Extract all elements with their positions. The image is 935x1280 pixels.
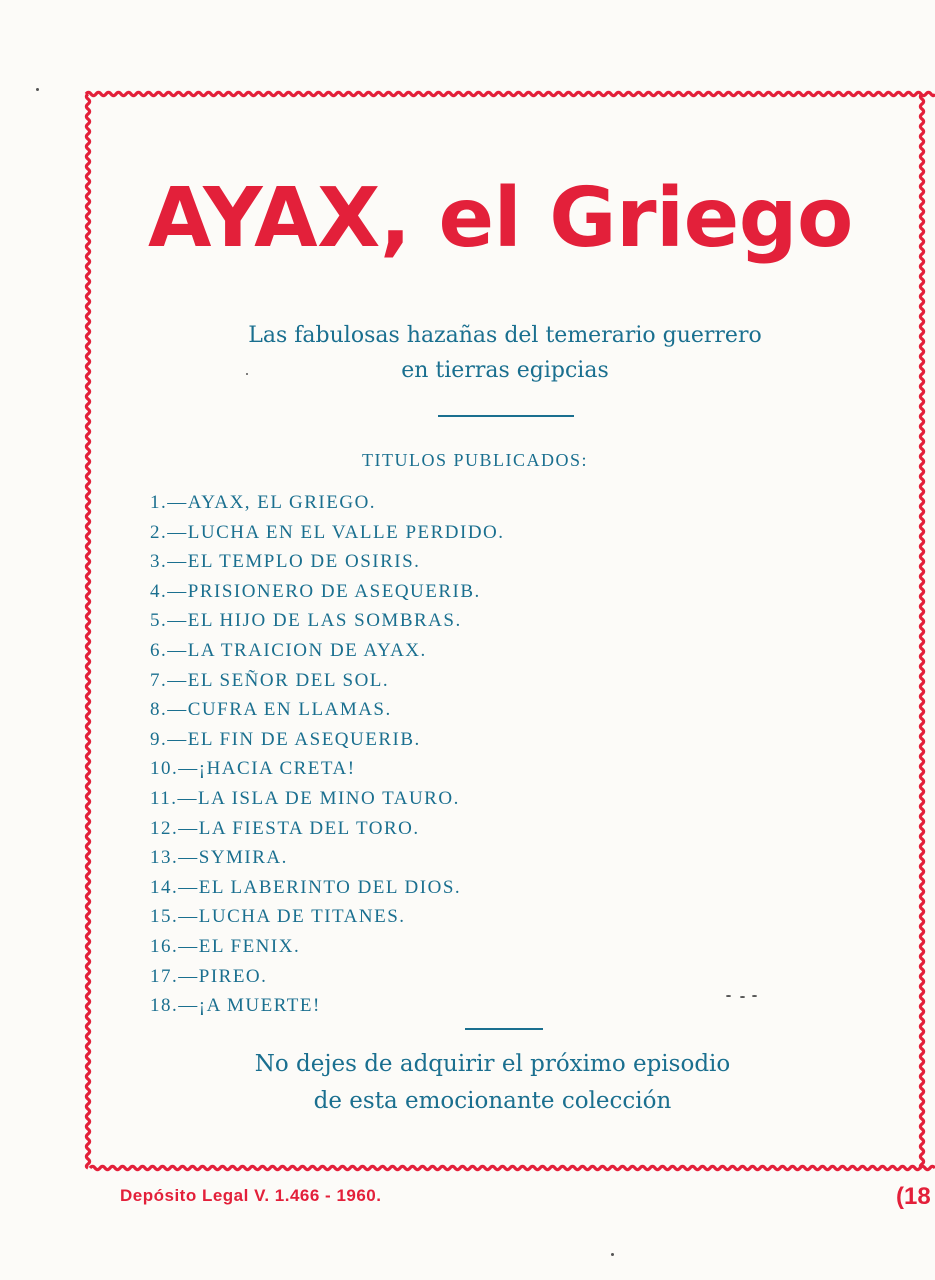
page-number: (18 xyxy=(896,1183,931,1210)
list-item: 8.—CUFRA EN LLAMAS. xyxy=(150,699,392,721)
footer-note-line-1: No dejes de adquirir el próximo episodio xyxy=(254,1051,731,1077)
published-titles-heading: TITULOS PUBLICADOS: xyxy=(362,450,589,470)
published-titles-list xyxy=(150,488,505,1021)
print-speck xyxy=(611,1253,614,1256)
list-item: 5.—EL HIJO DE LAS SOMBRAS. xyxy=(150,610,462,632)
footer-note-line-2: de esta emocionante colección xyxy=(313,1088,672,1114)
divider-top xyxy=(438,415,574,417)
list-item: 13.—SYMIRA. xyxy=(150,847,288,869)
list-item: 17.—PIREO. xyxy=(150,965,268,987)
list-item: 3.—EL TEMPLO DE OSIRIS. xyxy=(150,551,421,573)
list-item: 15.—LUCHA DE TITANES. xyxy=(150,906,406,928)
print-speck xyxy=(740,996,745,998)
list-item: 14.—EL LABERINTO DEL DIOS. xyxy=(150,876,462,898)
print-speck xyxy=(752,995,757,997)
print-speck xyxy=(36,88,39,91)
list-item: 16.—EL FENIX. xyxy=(150,935,301,957)
list-item: 11.—LA ISLA DE MINO TAURO. xyxy=(150,787,460,809)
print-speck xyxy=(726,995,731,997)
list-item: 2.—LUCHA EN EL VALLE PERDIDO. xyxy=(150,521,505,543)
list-item: 6.—LA TRAICION DE AYAX. xyxy=(150,639,427,661)
divider-bottom xyxy=(465,1028,543,1030)
list-item: 4.—PRISIONERO DE ASEQUERIB. xyxy=(150,580,481,602)
subtitle-line-2: en tierras egipcias xyxy=(401,358,609,383)
legal-deposit: Depósito Legal V. 1.466 - 1960. xyxy=(120,1186,382,1205)
list-item: 1.—AYAX, EL GRIEGO. xyxy=(150,492,377,513)
print-speck xyxy=(246,373,248,375)
book-title: AYAX, el Griego xyxy=(148,171,853,266)
subtitle-line-1: Las fabulosas hazañas del temerario guerrero xyxy=(248,323,762,348)
list-item: 9.—EL FIN DE ASEQUERIB. xyxy=(150,728,421,750)
list-item: 12.—LA FIESTA DEL TORO. xyxy=(150,817,420,839)
list-item: 7.—EL SEÑOR DEL SOL. xyxy=(150,669,390,691)
list-item: 18.—¡A MUERTE! xyxy=(150,995,321,1017)
list-item: 10.—¡HACIA CRETA! xyxy=(150,758,356,780)
